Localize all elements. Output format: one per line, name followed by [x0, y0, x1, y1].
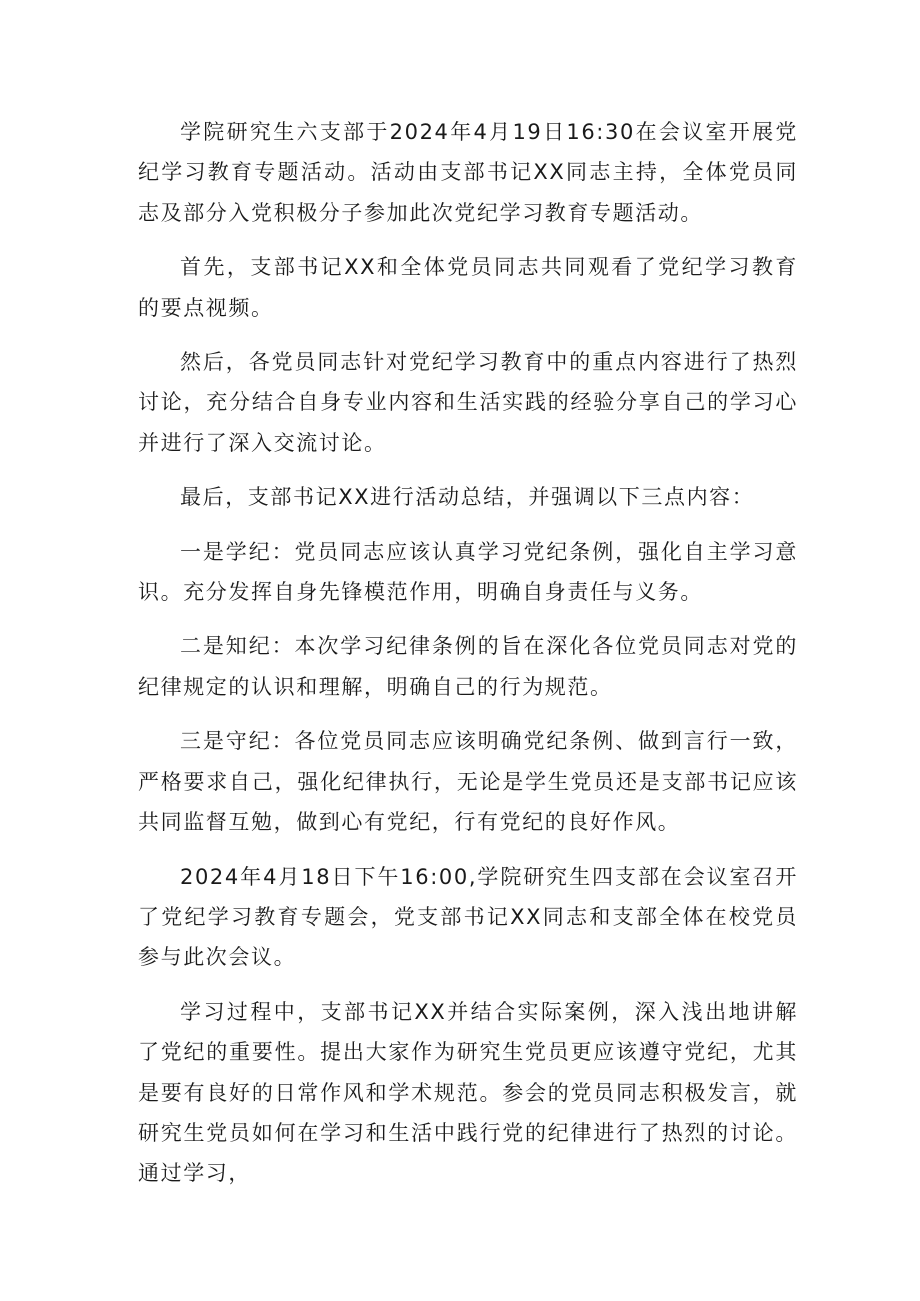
paragraph-point-two: 二是知纪：本次学习纪律条例的旨在深化各位党员同志对党的纪律规定的认识和理解，明确自己的行为规范。	[138, 634, 798, 699]
paragraph-meeting-intro: 学院研究生六支部于2024年4月19日16:30在会议室开展党纪学习教育专题活动。活动由支部书记XX同志主持，全体党员同志及部分入党积极分子参加此次党纪学习教育专题活动。	[138, 120, 798, 225]
document-body	[138, 112, 798, 1208]
paragraph-discussion: 然后，各党员同志针对党纪学习教育中的重点内容进行了热烈讨论，充分结合自身专业内容和生活实践的经验分享自己的学习心并进行了深入交流讨论。	[138, 350, 798, 455]
paragraph-video-viewing: 首先，支部书记XX和全体党员同志共同观看了党纪学习教育的要点视频。	[138, 255, 798, 320]
paragraph-second-meeting: 2024年4月18日下午16:00,学院研究生四支部在会议室召开了党纪学习教育专题会，党支部书记XX同志和支部全体在校党员参与此次会议。	[138, 864, 798, 970]
paragraph-point-one: 一是学纪：党员同志应该认真学习党纪条例，强化自主学习意识。充分发挥自身先锋模范作用，明确自身责任与义务。	[138, 539, 798, 605]
paragraph-point-three: 三是守纪：各位党员同志应该明确党纪条例、做到言行一致，严格要求自己，强化纪律执行，无论是学生党员还是支部书记应该共同监督互勉，做到心有党纪，行有党纪的良好作风。	[138, 729, 798, 835]
paragraph-summary-intro: 最后，支部书记XX进行活动总结，并强调以下三点内容：	[180, 485, 755, 510]
paragraph-learning-process: 学习过程中，支部书记XX并结合实际案例，深入浅出地讲解了党纪的重要性。提出大家作为研究生党员更应该遵守党纪，尤其是要有良好的日常作风和学术规范。参会的党员同志积极发言，就研究生党员如何在学习和生活中践行党的纪律进行了热烈的讨论。通过学习，	[138, 999, 798, 1186]
